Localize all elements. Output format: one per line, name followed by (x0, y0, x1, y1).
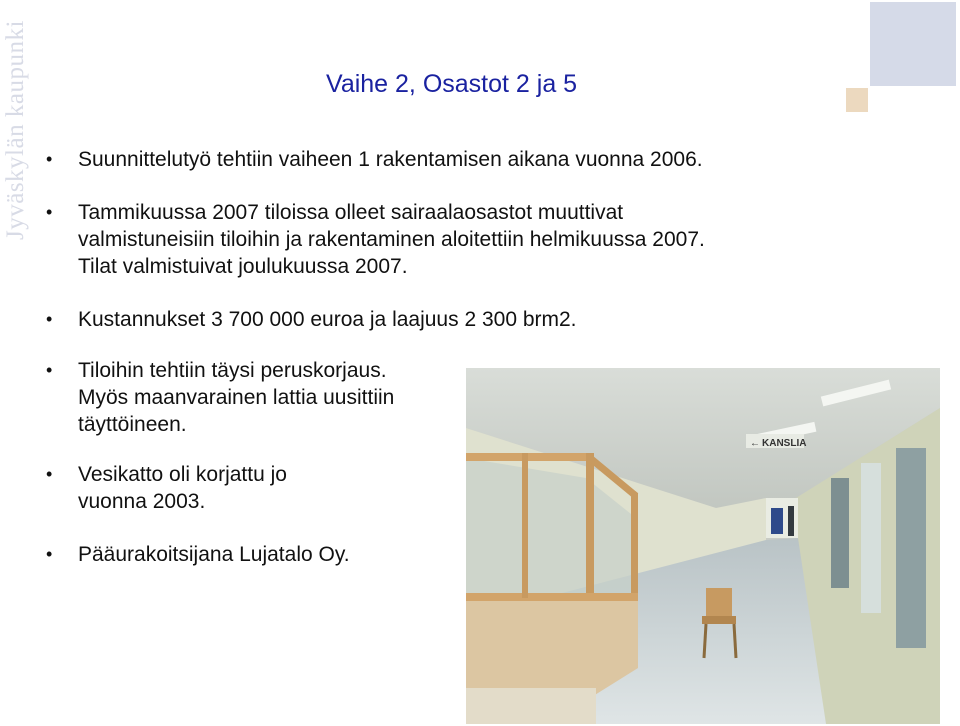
bullet-item (46, 199, 705, 280)
hospital-corridor-photo (466, 368, 940, 724)
bullet-line: Myös maanvarainen lattia uusittiin (78, 386, 395, 409)
corridor-illustration (466, 368, 940, 724)
bullet-line: Tiloihin tehtiin täysi peruskorjaus. (78, 359, 387, 382)
bullet-dot: • (46, 464, 53, 484)
slide-title: Vaihe 2, Osastot 2 ja 5 (326, 70, 578, 98)
bullet-dot: • (46, 149, 53, 169)
bullet-dot: • (46, 309, 53, 329)
bullet-line: Suunnittelutyö tehtiin vaiheen 1 rakentamisen aikana vuonna 2006. (78, 148, 703, 171)
bullet-line: Kustannukset 3 700 000 euroa ja laajuus 2 300 brm2. (78, 308, 577, 331)
bullet-item (46, 541, 350, 568)
bullet-item (46, 146, 703, 173)
bullet-item (46, 306, 577, 333)
decor-square-large (870, 2, 956, 86)
bullet-line: täyttöineen. (78, 413, 187, 436)
bullet-line: Tammikuussa 2007 tiloissa olleet sairaalaosastot muuttivat (78, 201, 624, 224)
brand-side-text: Jyväskylän kaupunki (2, 20, 29, 240)
bullet-line: Vesikatto oli korjattu jo (78, 463, 287, 486)
bullet-line: Tilat valmistuivat joulukuussa 2007. (78, 255, 408, 278)
bullet-dot: • (46, 544, 53, 564)
bullet-dot: • (46, 202, 53, 222)
bullet-item (46, 461, 287, 515)
kanslia-sign: ← (750, 438, 760, 449)
bullet-line: vuonna 2003. (78, 490, 206, 513)
bullet-item (46, 357, 395, 438)
bullet-line: valmistuneisiin tiloihin ja rakentaminen aloitettiin helmikuussa 2007. (78, 228, 705, 251)
kanslia-sign-text: KANSLIA (762, 438, 807, 449)
bullet-line: Pääurakoitsijana Lujatalo Oy. (78, 543, 350, 566)
decor-square-small (846, 88, 868, 112)
bullet-dot: • (46, 360, 53, 380)
